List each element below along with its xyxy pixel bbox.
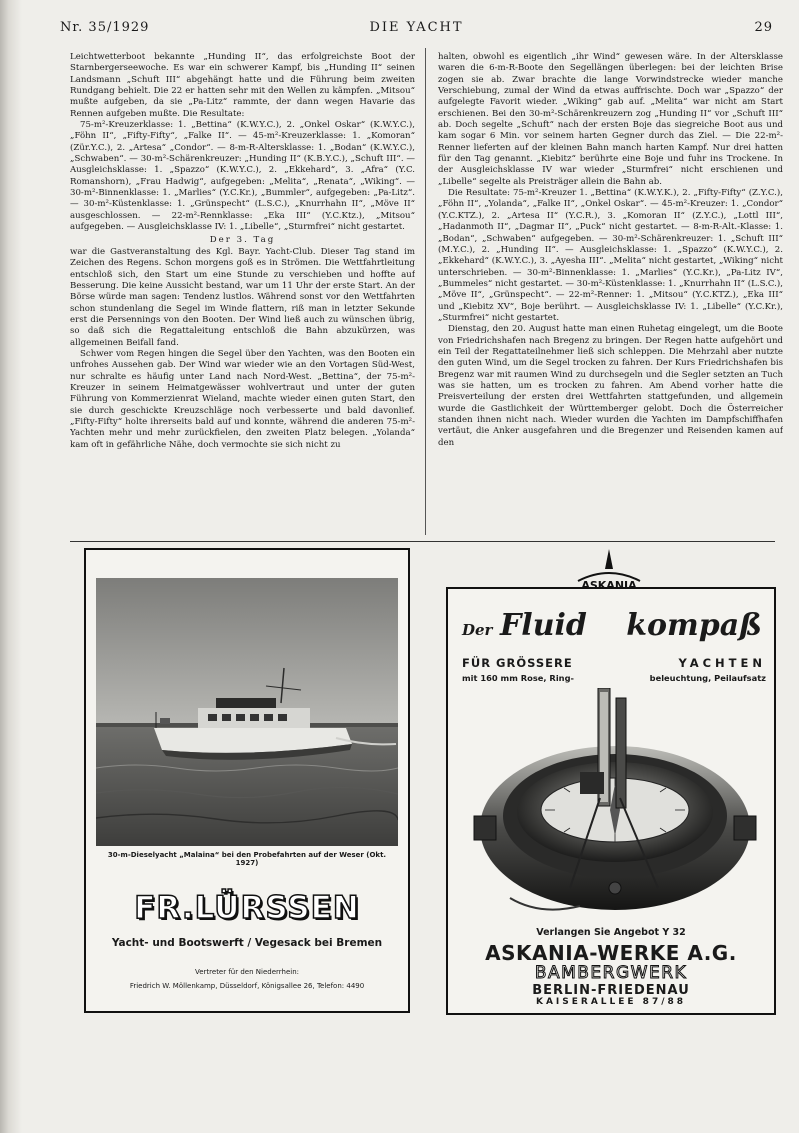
column-divider xyxy=(425,48,426,535)
article-paragraph: Leichtwetterboot bekannte „Hunding II“, das erfolgreichste Boot der Starnbergerseewoche. Es war ein schwerer Kampf, bis „Hunding II“ seinen Landsmann „Schuft III“ abgehängt hatte und die Führung beim zweiten Rundgang behielt. Die 22 er hatten sehr mit den Wellen zu kämpfen. „Mitsou“ mußte aufgeben, da sie „Pa-Litz“ rammte, der dann wegen Havarie das Rennen aufgeben mußte. Die Resultate: xyxy=(70,52,415,119)
subtitle-left: FÜR GRÖSSERE xyxy=(462,656,573,670)
ad-divider xyxy=(70,541,775,542)
article-paragraph: halten, obwohl es eigentlich „ihr Wind“ gewesen wäre. In der Altersklasse waren die 6-m-R-Boote den Segellängen überlegen: bei der leichten Brise zogen sie ab. Zwar brachte die lange Vorwindstrecke wieder manche Verschiebung, zumal der Wind da etwas auffrischte. Doch war „Spazzo“ der aufgelegte Favorit wieder. „Wiking“ gab auf. „Melita“ war nicht am Start erschienen. Bei den 30-m²-Schärenkreuzern zog „Hunding II“ vor „Schuft III“ ab. Doch segelte „Schuft“ nach der ersten Boje das siegreiche Boot aus und kam sogar 6 Min. vor seinem harten Gegner durch das Ziel. — Die 22-m²-Renner lieferten auf der kleinen Bahn manch harten Kampf. Nur drei hatten für den Tag genannt. „Kiebitz“ berührte eine Boje und fuhr ins Trockene. In der Ausgleichsklasse IV war wieder „Sturmfrei“ nicht erschienen und „Libelle“ segelte als Preisträger allein die Bahn ab. xyxy=(438,52,783,187)
motor-yacht-photo xyxy=(96,578,398,846)
luerssen-advertisement xyxy=(84,548,410,1013)
fluid-kompass-title: Der Fluid kompaß xyxy=(462,608,762,643)
luerssen-wordmark: FR.LÜRSSEN xyxy=(134,890,360,926)
article-paragraph: war die Gastveranstaltung des Kgl. Bayr. Yacht-Club. Dieser Tag stand im Zeichen des Regens. Schon morgens goß es in Strömen. Die Wettfahrtleitung entschloß sich, den Start um eine Stunde zu verschieben und hoffte auf Besserung. Die keine Aussicht bestand, war um 11 Uhr der erste Start. An der Börse würde man sagen: Tendenz lustlos. Während sonst vor den Wettfahrten schon stundenlang die Segel im Winde flattern, riß man in letzter Sekunde erst die Persennings von den Booten. Der Wind ließ auch zu wünschen übrig, so daß sich die Regattaleitung entschloß die Bahn abzukürzen, was allgemeinen Beifall fand. xyxy=(70,246,415,348)
bambergwerk-name: BAMBERGWERK xyxy=(534,963,688,983)
journal-title: DIE YACHT xyxy=(369,20,464,35)
article-column-right xyxy=(438,52,783,532)
section-heading: Der 3. Tag xyxy=(209,234,276,245)
spec-right: beleuchtung, Peilaufsatz xyxy=(649,673,766,683)
spec-left: mit 160 mm Rose, Ring- xyxy=(462,673,574,683)
page-number: 29 xyxy=(754,20,773,35)
representative-label: Vertreter für den Niederrhein: xyxy=(194,968,299,976)
article-paragraph: Schwer vom Regen hingen die Segel über den Yachten, was den Booten ein unfrohes Aussehen gab. Der Wind war wieder wie an den Vortagen Süd-West, nur schralte es häufig unter Land nach Nord-West. „Bettina“, der 75-m²-Kreuzer in seinem Heimatgewässer wohlvertraut und unter der guten Führung von Kommerzienrat Wieland, machte wieder einen guten Start, den sie durch geschickte Kreuzschläge noch verbesserte und bald davonlief. „Fifty-Fifty“ holte ihrerseits bald auf und konnte, während die anderen 75-m²-Yachten mehr und mehr zurückfielen, den zweiten Platz belegen. „Yolanda“ kam oft in gefährliche Nähe, doch vermochte sie sich nicht zu xyxy=(70,348,415,450)
askania-city: BERLIN-FRIEDENAU xyxy=(532,983,690,998)
article-paragraph: 75-m²-Kreuzerklasse: 1. „Bettina“ (K.W.Y.C.), 2. „Onkel Oskar“ (K.W.Y.C.), „Föhn II“, „Fifty-Fifty“, „Falke II“. — 45-m²-Kreuzerklasse: 1. „Komoran“ (Zür.Y.C.), 2. „Artesa“ „Condor“. — 8-m-R-Altersklasse: 1. „Bodan“ (K.W.Y.C.), „Schwaben“. — 30-m²-Schärenkreuzer: „Hunding II“ (K.B.Y.C.), „Schuft III“. — Ausgleichsklasse: 1. „Spazzo“ (K.W.Y.C.), 2. „Ekkehard“, 3. „Afra“ (Y.C. Romanshorn), „Frau Hadwig“, aufgegeben: „Melita“, „Renata“, „Wiking“. — 30-m²-Binnenklasse: 1. „Marlies“ (Y.C.Kr.), „Bummler“, aufgegeben: „Pa-Litz“. — 30-m²-Küstenklasse: 1. „Grünspecht“ (L.S.C.), „Knurrhahn II“, „Möve II“ ausgeschlossen. — 22-m²-Rennklasse: „Eka III“ (Y.C.Ktz.), „Mitsou“ aufgegeben. — Ausgleichsklasse IV: 1. „Libelle“, „Sturmfrei“ nicht gestartet. xyxy=(70,120,415,233)
issue-number: Nr. 35/1929 xyxy=(60,20,150,35)
fluid-compass-illustration xyxy=(470,688,760,926)
photo-caption: 30-m-Dieselyacht „Malaina“ bei den Probefahrten auf der Weser (Okt. 1927) xyxy=(107,851,387,867)
askania-logo-text: ASKANIA xyxy=(581,579,637,592)
askania-company-name: ASKANIA-WERKE A.G. xyxy=(485,941,737,965)
running-head xyxy=(60,20,773,38)
article-paragraph: Die Resultate: 75-m²-Kreuzer 1. „Bettina“ (K.W.Y.K.), 2. „Fifty-Fifty“ (Z.Y.C.), „Föhn II“, „Yolanda“, „Falke II“, „Onkel Oskar“. — 45-m²-Kreuzer: 1. „Condor“ (Y.C.KTZ.), 2. „Artesa II“ (Y.C.R.), 3. „Komoran II“ (Z.Y.C.), „Lottl III“, „Hadanmoth II“, „Dagmar II“, „Puck“ nicht gestartet. — 8-m-R-Alt.-Klasse: 1. „Bodan“, „Schwaben“ aufgegeben. — 30-m²-Schärenkreuzer: 1. „Schuft III“ (M.Y.C.), 2. „Hunding II“. — Ausgleichsklasse: 1. „Spazzo“ (K.W.Y.C.), 2. „Ekkehard“ (K.W.Y.C.), 3. „Ayesha III“. „Melita“ nicht gestartet, „Wiking“ nicht unterschrieben. — 30-m²-Binnenklasse: 1. „Marlies“ (Y.C.Kr.), „Pa-Litz IV“, „Bummeles“ nicht gestartet. — 30-m²-Küstenklasse: 1. „Knurrhahn II“ (L.S.C.), „Möve II“, „Grünspecht“. — 22-m²-Renner: 1. „Mitsou“ (Y.C.KTZ.), „Eka III“ und „Kiebitz XV“, Boje berührt. — Ausgleichsklasse IV: 1. „Libelle“ (Y.C.Kr.), „Sturmfrei“ nicht gestartet. xyxy=(438,188,783,323)
article-column-left xyxy=(70,52,415,532)
luerssen-tagline: Yacht- und Bootswerft / Vegesack bei Bremen xyxy=(111,937,383,949)
article-paragraph: Dienstag, den 20. August hatte man einen Ruhetag eingelegt, um die Boote von Friedrichshafen nach Bregenz zu bringen. Der Regen hatte aufgehört und ein Teil der Regattateilnehmer ließ sich schleppen. Die Mehrzahl aber nutzte den guten Wind, um die Segel trocken zu fahren. Der Kurs Friedrichshafen bis Bregenz war mit raumen Wind zu durchsegeln und die Segler setzten an Tuch was sie hatten, um es trocken zu fahren. Am Abend vorher hatte die Preisverteilung der ersten drei Wettfahrten stattgefunden, und allgemein wurde die Gastlichkeit der Württemberger gelobt. Doch die Österreicher standen ihnen nicht nach. Wieder wurden die Yachten im Dampfschiffhafen vertäut, die Anker ausgefahren und die Bregenzer und Reisenden kamen auf den xyxy=(438,324,783,448)
askania-logo-icon xyxy=(574,547,644,595)
representative-address: Friedrich W. Möllenkamp, Düsseldorf, Königsallee 26, Telefon: 4490 xyxy=(129,982,365,990)
subtitle-right: YACHTEN xyxy=(678,656,766,670)
page-binding-edge xyxy=(0,0,22,1133)
askania-address: KAISERALLEE 87/88 xyxy=(535,997,687,1007)
offer-line: Verlangen Sie Angebot Y 32 xyxy=(536,927,686,938)
